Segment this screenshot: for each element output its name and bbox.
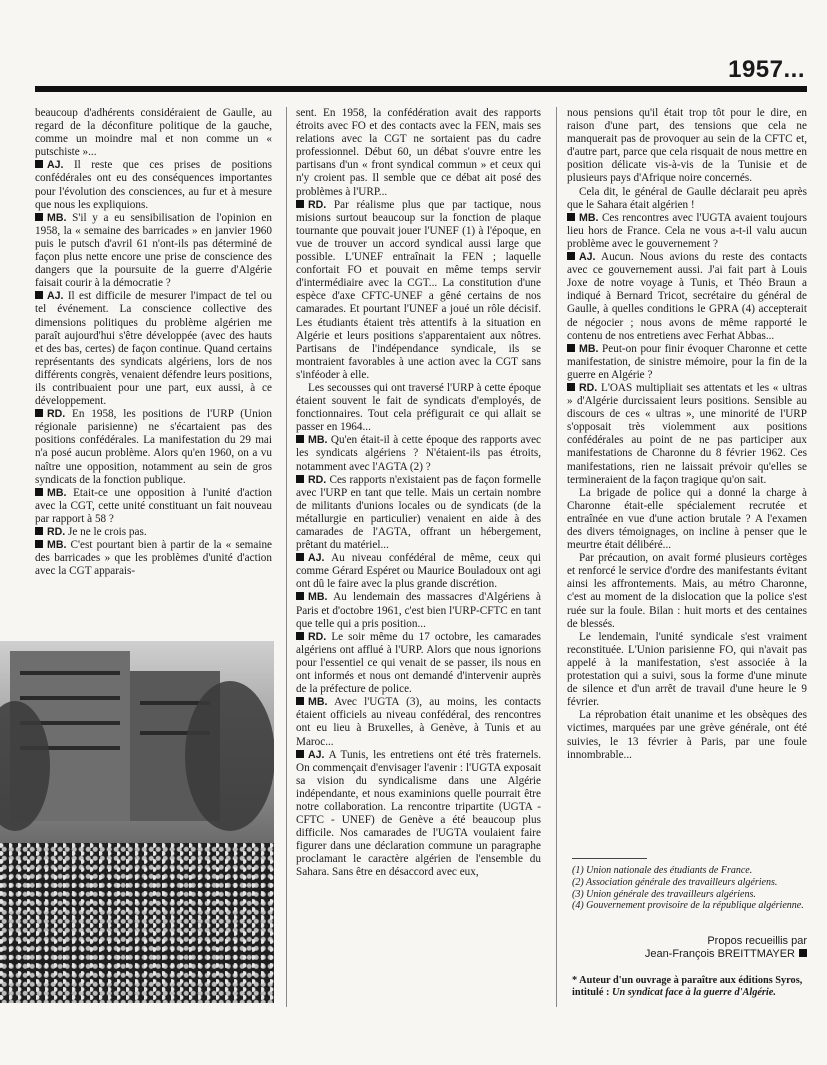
credit-author-name: Jean-François BREITTMAYER [644, 948, 795, 960]
footnote: (4) Gouvernement provisoire de la république algérienne. [572, 900, 804, 912]
paragraph [567, 487, 807, 552]
speaker-square-icon [296, 475, 304, 483]
speaker-initials: MB. [47, 486, 67, 499]
paragraph [567, 552, 807, 631]
paragraph-text: Par réalisme plus que par tactique, nous misions surtout beaucoup sur la fonction de plaque tournante que pouvait jouer l'UNEF (1) à l'époque, en vue de trouver un accord syndical aussi large que possible. L'UNEF entraînait la FEN ; laquelle confortait FO et pouvait en même temps servir d'intermédiaire avec la CGT... La constitution d'une espèce d'axe CFTC-UNEF a gêné certains de nos camarades. Et pourtant l'UNEF a joué un rôle décisif. Les étudiants étaient très attentifs à la situation en Algérie et leurs positions s'apparentaient aux nôtres. Partisans de l'indépendance syndicale, ils se montraient favorables à une action avec la CGT sans s'inféoder à elle. [296, 198, 541, 381]
paragraph-text: Il reste que ces prises de positions confédérales ont eu des conséquences importantes pour l'évolution des consciences, au fur et à mesure que nous les expliquions. [35, 159, 272, 211]
paragraph-text: Cela dit, le général de Gaulle déclarait peu après que le Sahara était algérien ! [567, 185, 807, 211]
speaker-initials: RD. [308, 198, 327, 211]
speaker-square-icon [296, 750, 304, 758]
credit-line: Propos recueillis par [707, 935, 807, 947]
speaker-square-icon [296, 200, 304, 208]
speaker-square-icon [296, 632, 304, 640]
paragraph-text: C'est pourtant bien à partir de la « semaine des barricades » que les problèmes d'unité d'action avec la CGT apparais- [35, 539, 272, 578]
speaker-square-icon [296, 592, 304, 600]
paragraph [567, 107, 807, 186]
author-note-prefix: * Auteur d'un ouvrage à paraître aux éditions Syros, intitulé : [572, 975, 803, 998]
paragraph [296, 631, 541, 696]
paragraph-text: La réprobation était unanime et les obsèques des victimes, marquées par une grève générale, ont été suivies, le 13 février à Paris, par une foule innombrable... [567, 709, 807, 761]
paragraph [35, 159, 272, 211]
paragraph-text: Peut-on pour finir évoquer Charonne et cette manifestation, de sinistre mémoire, pour la fin de la guerre en Algérie ? [567, 342, 807, 381]
speaker-initials: MB. [308, 696, 328, 709]
speaker-initials: MB. [47, 539, 67, 552]
footnotes [572, 858, 807, 912]
footnote: (1) Union nationale des étudiants de France. [572, 865, 753, 876]
paragraph-text: L'OAS multipliait ses attentats et les « ultras » d'Algérie durcissaient leurs positions. Sensible au discours de ces « ultras », une minorité de l'URP s'opposait très violemment aux positions confédérales au point de ne pas participer aux manifestations de Charonne du 8 février 1962. Ces manifestations, rien ne laissait prévoir qu'elles se termineraient de la façon tragique qu'on sait. [567, 381, 807, 486]
crowd [0, 843, 274, 1003]
speaker-initials: AJ. [308, 552, 325, 565]
paragraph-text: beaucoup d'adhérents considéraient de Gaulle, au regard de la déconfiture politique de la gauche, comme un moindre mal et non comme un « putschiste »... [35, 107, 272, 159]
speaker-square-icon [35, 160, 43, 168]
paragraph-text: Par précaution, on avait formé plusieurs cortèges et renforcé le service d'ordre des manifestants évitant ainsi les affrontements. Mais, au métro Charonne, c'est au moment de la dislocation que la police s'est ruée sur la foule. Bilan : huit morts et des centaines de blessés. [567, 552, 807, 630]
paragraph-text: S'il y a eu sensibilisation de l'opinion en 1958, la « semaine des barricades » en janvier 1960 puis le putsch d'avril 61 n'ont-ils pas déterminé de façon plus nette encore une prise de conscience des dangers que la poursuite de la guerre d'Algérie faisait courir à la démocratie ? [35, 211, 272, 290]
header-rule [35, 86, 807, 92]
speaker-square-icon [35, 540, 43, 548]
text-column-1 [35, 107, 272, 627]
paragraph-text: Etait-ce une opposition à l'unité d'action avec la CGT, cette unité constituant un fait nouveau par rapport à 58 ? [35, 486, 272, 525]
speaker-square-icon [35, 527, 43, 535]
paragraph-text: Le lendemain, l'unité syndicale s'est vraiment reconstituée. L'Union parisienne FO, qui n'avait pas appelé à la manifestation, s'est associée à la protestation qui a suivi, sous la forme d'une minute de silence et d'un arrêt de travail d'une heure le 9 février. [567, 630, 807, 709]
speaker-square-icon [35, 213, 43, 221]
paragraph [567, 343, 807, 382]
paragraph [296, 434, 541, 473]
speaker-square-icon [296, 697, 304, 705]
speaker-initials: MB. [308, 434, 328, 447]
paragraph [296, 474, 541, 553]
window-row [20, 696, 120, 700]
paragraph [35, 526, 272, 539]
speaker-square-icon [567, 344, 575, 352]
paragraph-text: Qu'en était-il à cette époque des rapports avec les syndicats algériens ? N'étaient-ils pas étroits, notamment avec l'AGTA (2) ? [296, 434, 541, 473]
paragraph-text: Aucun. Nous avions du reste des contacts avec ce gouvernement aussi. J'ai fait part à Louis Joxe de notre voyage à Tunis, et Théo Braun a indiqué à Bernard Tricot, secrétaire du général de Gaulle, à quelles conditions le GPRA (4) accepterait de négocier ; nous avons de même rapporté le contenu de nos entretiens avec Ferhat Abbas... [567, 251, 807, 342]
paragraph-text: La brigade de police qui a donné la charge à Charonne était-elle spécialement recrutée et entraînée en vue d'une action brutale ? A l'examen des divers témoignages, on incline à penser que le meurtre était délibéré... [567, 486, 807, 552]
speaker-initials: RD. [308, 473, 327, 486]
window-row [20, 671, 120, 675]
paragraph-text: Je ne le crois pas. [68, 526, 147, 538]
footnote: (3) Union générale des travailleurs algériens. [572, 888, 756, 900]
paragraph-text: Ces rencontres avec l'UGTA avaient toujours lieu hors de France. Cela ne vous a-t-il valu aucun problème avec le gouvernement ? [567, 211, 807, 250]
paragraph [567, 212, 807, 251]
credit-author [645, 948, 807, 961]
paragraph-text: A Tunis, les entretiens ont été très fraternels. On commençait d'envisager l'avenir : l'UGTA exposait sa vision du syndicalisme dans une Algérie indépendante, et nous examinions quelle pourrait être notre collaboration. La rencontre tripartite (UGTA - CFTC - UNEF) de Genève a été beaucoup plus difficile. Nos camarades de l'UGTA voulaient faire figurer dans une déclaration commune un paragraphe proclamant le caractère algérien de l'ensemble du Sahara. Sans être en désaccord avec eux, [296, 748, 541, 879]
speaker-initials: AJ. [308, 748, 325, 761]
speaker-initials: RD. [47, 408, 66, 421]
paragraph [35, 539, 272, 578]
speaker-initials: MB. [308, 591, 328, 604]
paragraph-text: nous pensions qu'il était trop tôt pour le dire, en raison d'une part, des tensions que cela ne manquerait pas de provoquer au sein de la CFTC et, d'autre part, parce que cela risquait de nous mettre en position délicate vis-à-vis de la Tunisie et de plusieurs pays d'Afrique noire concernés. [567, 107, 807, 185]
paragraph [35, 107, 272, 159]
text-column-2 [296, 107, 541, 1007]
paragraph-text: sent. En 1958, la confédération avait des rapports étroits avec FO et des contacts avec la FEN, mais ses relations avec la CGT ne sortaient pas du cadre professionnel. Début 60, un débat s'ouvre entre les partisans d'un « front syndical commun » et ceux qui n'y croient pas. Il semble que ce débat ait posé des problèmes à l'URP... [296, 107, 541, 198]
paragraph [567, 251, 807, 343]
paragraph-text: Au lendemain des massacres d'Algériens à Paris et d'octobre 1961, c'est bien l'URP-CFTC en tant que telle qui a pris position... [296, 591, 541, 630]
paragraph [567, 382, 807, 487]
footnote: (2) Association générale des travailleurs algériens. [572, 876, 778, 888]
paragraph-text: Ces rapports n'existaient pas de façon formelle avec l'URP en tant que telle. Mais un certain nombre de militants d'unions locales ou de syndicats (de la métallurgie en particulier) venaient en aide à des camarades de l'AGTA, offrant un hébergement, prêtant du matériel... [296, 473, 541, 552]
paragraph [35, 290, 272, 408]
speaker-initials: AJ. [47, 159, 64, 172]
paragraph [296, 552, 541, 591]
speaker-initials: RD. [308, 630, 327, 643]
column-divider [286, 107, 287, 1007]
tree [185, 681, 274, 831]
paragraph [35, 487, 272, 526]
paragraph [567, 631, 807, 710]
speaker-initials: MB. [579, 211, 599, 224]
crowd-photo [0, 641, 274, 1003]
speaker-initials: AJ. [579, 251, 596, 264]
page-section-title: 1957... [728, 56, 805, 83]
paragraph-text: Les secousses qui ont traversé l'URP à cette époque étaient souvent le fait de syndicats d'employés, de fonctionnaires. Tout cela préfigurait ce qui allait se passer en 1964... [296, 381, 541, 434]
speaker-square-icon [35, 291, 43, 299]
speaker-square-icon [296, 435, 304, 443]
paragraph-text: Le soir même du 17 octobre, les camarades algériens ont afflué à l'URP. Alors que nous ignorions pour l'essentiel ce qui venait de se passer, ils nous en ont informés et nous ont demandé d'intervenir auprès de la préfecture de police. [296, 630, 541, 696]
author-note [572, 975, 812, 999]
speaker-initials: MB. [47, 211, 67, 224]
footnote-rule [572, 858, 647, 859]
paragraph [296, 749, 541, 880]
paragraph [567, 186, 807, 212]
speaker-square-icon [567, 213, 575, 221]
speaker-initials: MB. [579, 342, 599, 355]
speaker-square-icon [567, 252, 575, 260]
paragraph [296, 696, 541, 748]
paragraph [35, 408, 272, 487]
paragraph-text: En 1958, les positions de l'URP (Union régionale parisienne) ne s'écartaient pas des positions confédérales. La manifestation du 29 mai n'a posé aucun problème. Alors qu'en 1960, on a vu naître une opposition, notamment au sein de gros syndicats de la fonction publique. [35, 408, 272, 486]
paragraph-text: Avec l'UGTA (3), au moins, les contacts étaient officiels au niveau confédéral, des rencontres ont eu lieu à Bruxelles, à Genève, à Tunis et au Maroc... [296, 696, 541, 748]
paragraph [296, 382, 541, 434]
column-divider [556, 107, 557, 1007]
paragraph [35, 212, 272, 291]
speaker-square-icon [35, 409, 43, 417]
speaker-square-icon [296, 553, 304, 561]
text-column-3 [567, 107, 807, 762]
paragraph-text: Il est difficile de mesurer l'impact de tel ou tel événement. La conscience collective des dimensions politiques du problème algérien me paraît aujourd'hui s'être développée (avec des hauts et des bas, certes) de façon continue. Quand certains représentants des syndicats algériens, lors de nos différents congrès, venaient défendre leurs positions, ils contribuaient pour une part, eux aussi, à ce développement. [35, 290, 272, 408]
paragraph [296, 107, 541, 199]
speaker-initials: AJ. [47, 290, 64, 303]
speaker-initials: RD. [579, 381, 598, 394]
paragraph-text: Au niveau confédéral de même, ceux qui comme Gérard Espéret ou Maurice Bouladoux ont agi ont dû le faire avec la plus grande discrétion. [296, 552, 541, 591]
speaker-initials: RD. [47, 526, 66, 538]
speaker-square-icon [567, 383, 575, 391]
paragraph [296, 199, 541, 382]
paragraph [296, 591, 541, 630]
interview-credit [645, 935, 807, 961]
paragraph [567, 709, 807, 761]
author-note-book-title: Un syndicat face à la guerre d'Algérie. [612, 987, 776, 998]
end-square-icon [799, 949, 807, 957]
speaker-square-icon [35, 488, 43, 496]
